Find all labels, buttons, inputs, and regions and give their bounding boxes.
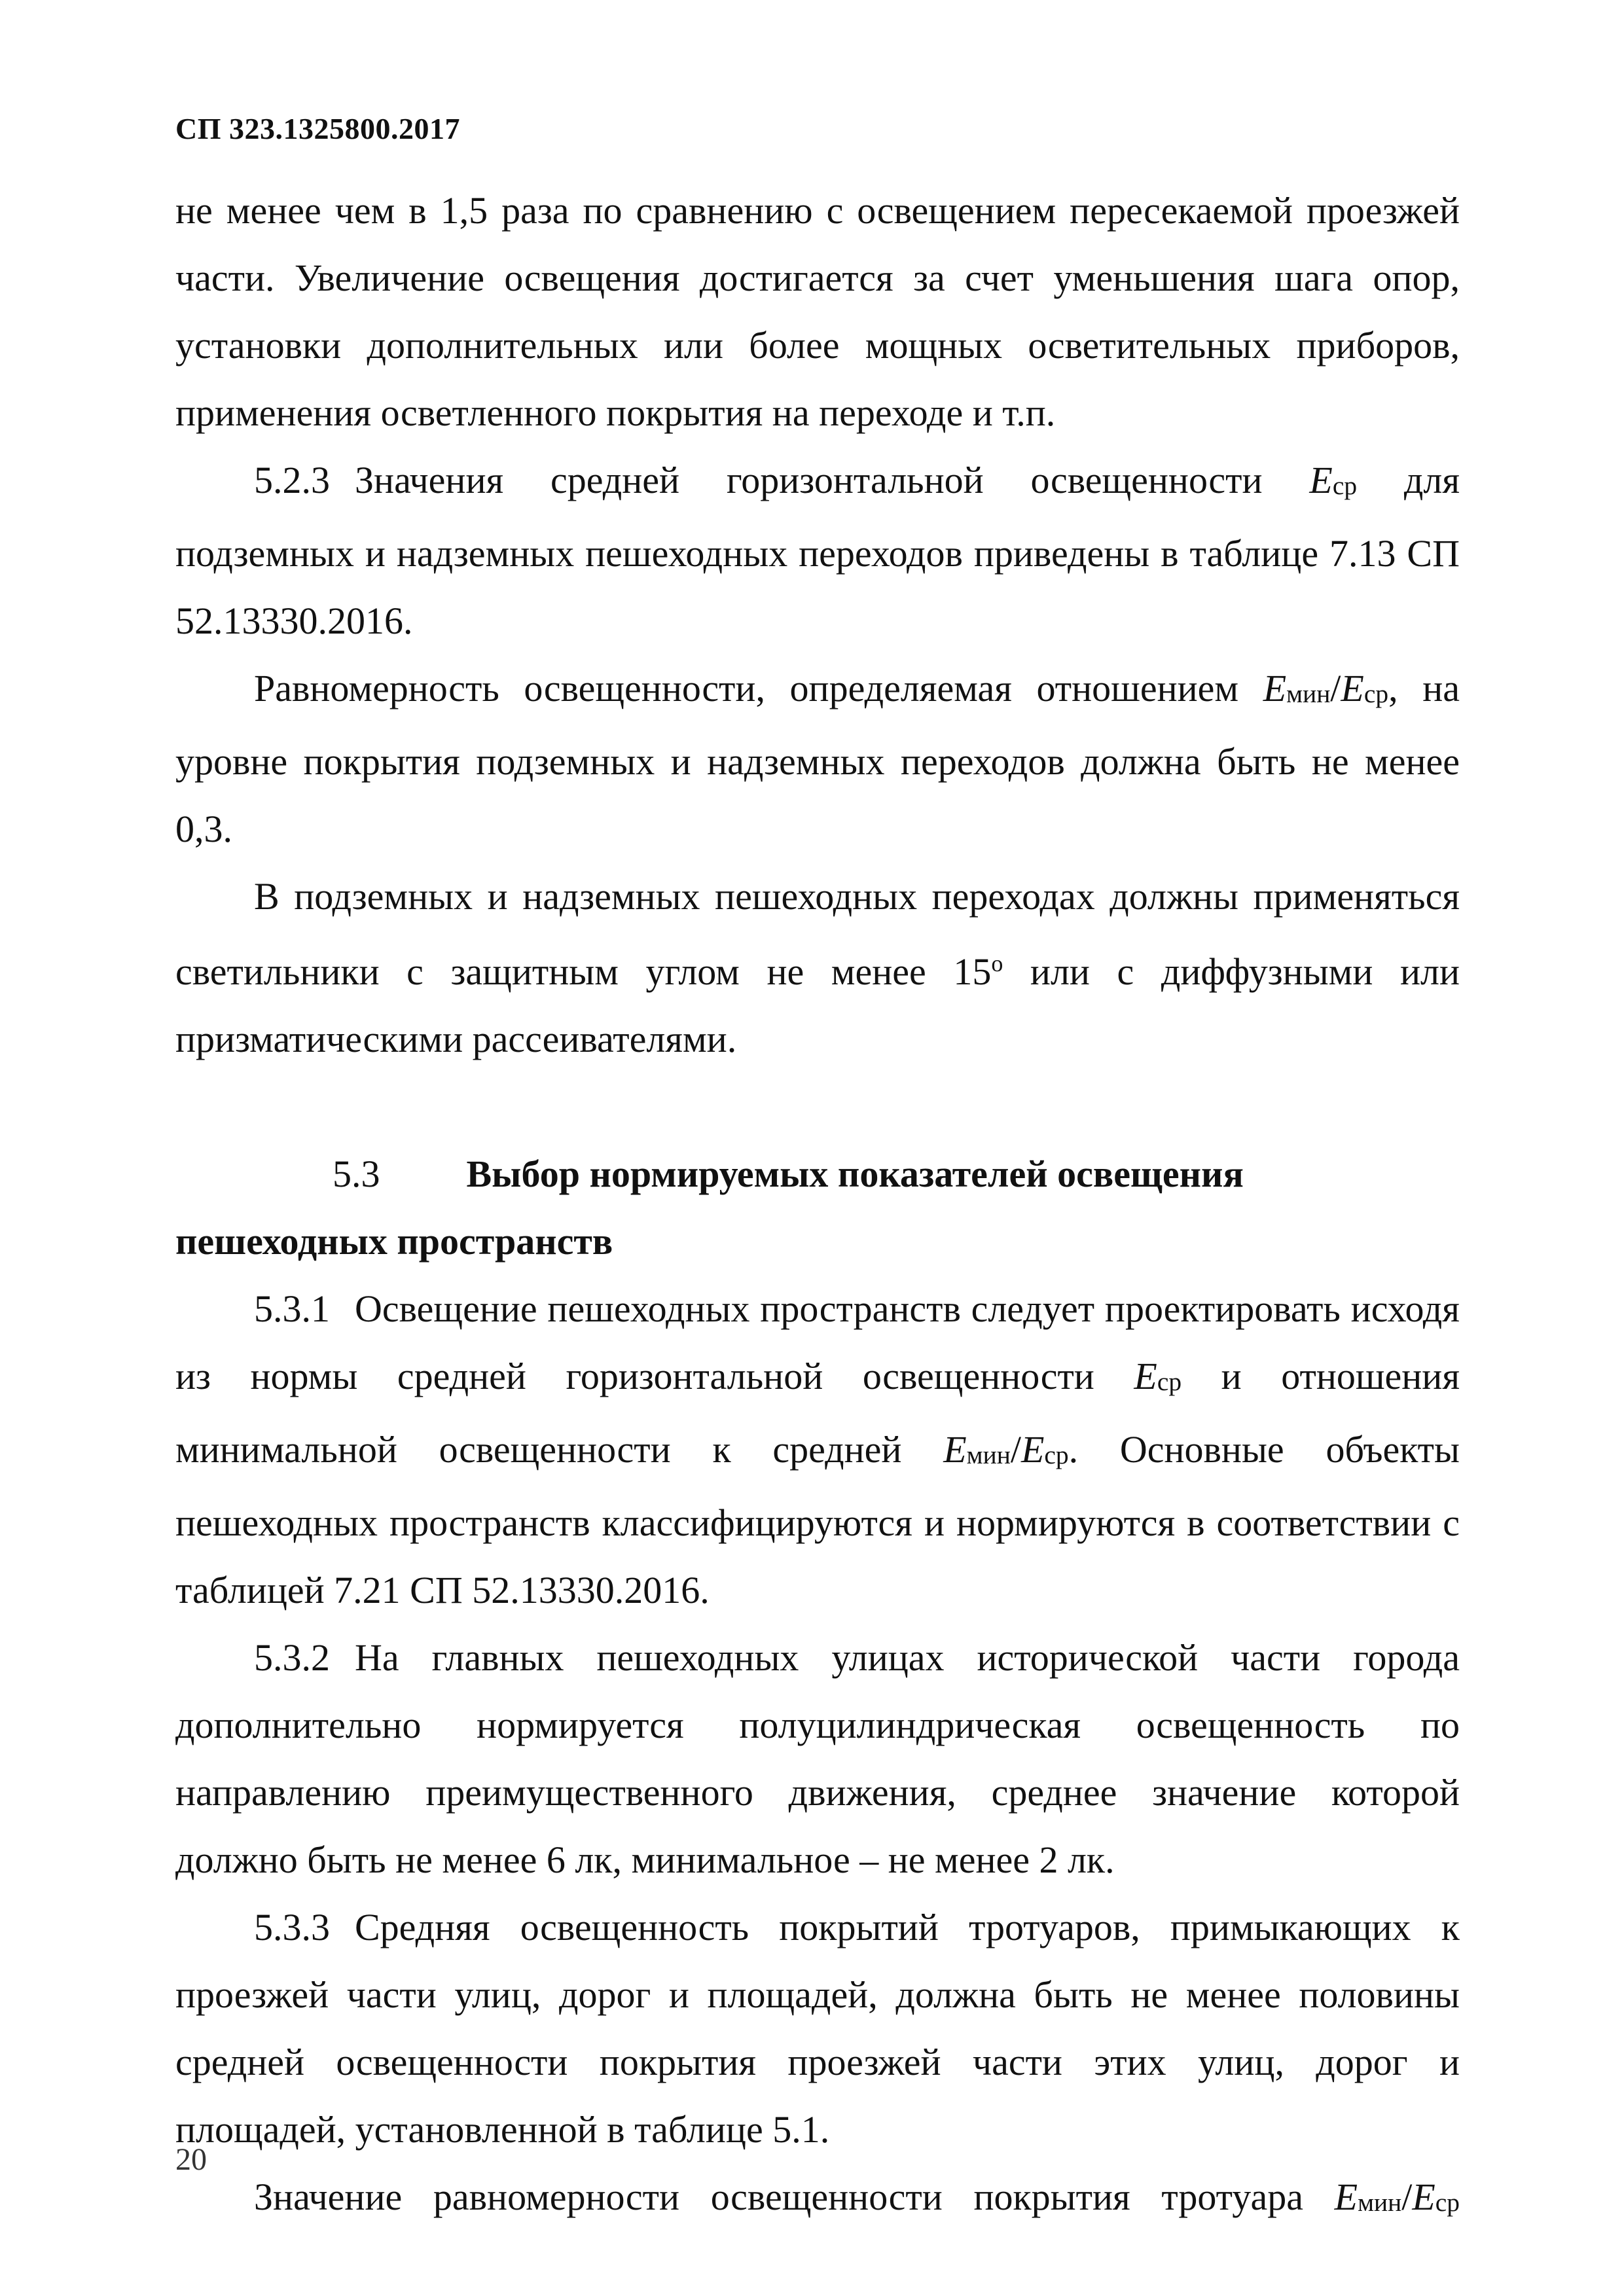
section-title: Выбор нормируемых показателей освещения пешеходных пространств — [175, 1152, 1244, 1263]
paragraph-luminaires: В подземных и надземных пешеходных переходах должны применяться светильники с защитным углом не менее $15^о$ или с диффузными или призматическими рассеивателями. — [175, 874, 1460, 1060]
clause-number: 5.2.3 — [254, 459, 330, 501]
clause-number: 5.3.2 — [254, 1636, 330, 1679]
paragraph-5-2-3: 5.2.3 Значения средней горизонтальной освещенности Eср для подземных и надземных пешеходных переходов приведены в таблице 7.13 СП 52.13330.2016. — [175, 459, 1460, 642]
spacer — [175, 1073, 1460, 1140]
paragraph-5-3-2: 5.3.2 На главных пешеходных улицах исторической части города дополнительно нормируется полуцилиндрическая освещенность по направлению преимущественного движения, среднее значение которой должно быть не менее 6 лк, минимальное – не менее 2 лк. — [175, 1636, 1460, 1881]
variable-e: E — [1309, 459, 1333, 501]
degree-sign: о — [991, 950, 1003, 977]
paragraph-sidewalk-uniformity: Значение равномерности освещенности покрытия тротуара Eмин/Eср — [254, 2175, 1460, 2218]
document-code-header: СП 323.1325800.2017 — [175, 112, 460, 145]
section-number: 5.3 — [333, 1152, 380, 1195]
paragraph-uniformity: Равномерность освещенности, определяемая отношением Eмин/Eср, на уровне покрытия подземных и надземных переходов должна быть не менее 0,3. — [175, 666, 1460, 850]
clause-number: 5.3.1 — [254, 1287, 330, 1330]
paragraph-continuation: не менее чем в 1,5 раза по сравнению с освещением пересекаемой проезжей части. Увеличение освещения достигается за счет уменьшения шага опор, установки дополнительных или более мощных осветительных приборов, применения осветленного покрытия на переходе и т.п. — [175, 189, 1460, 434]
clause-number: 5.3.3 — [254, 1905, 330, 1948]
document-body — [175, 177, 1460, 2236]
page-number: 20 — [175, 2142, 207, 2177]
paragraph-5-3-3: 5.3.3 Средняя освещенность покрытий тротуаров, примыкающих к проезжей части улиц, дорог и площадей, должна быть не менее половины средней освещенности покрытия проезжей части этих улиц, дорог и площадей, установленной в таблице 5.1. — [175, 1905, 1460, 2151]
paragraph-5-3-1: 5.3.1 Освещение пешеходных пространств следует проектировать исходя из нормы средней горизонтальной освещенности Eср и отношения минимальной освещенности к средней Eмин/Eср. Основные объекты пешеходных пространств классифицируются и нормируются в соответствии с таблицей 7.21 СП 52.13330.2016. — [175, 1287, 1460, 1611]
section-heading-5-3 — [175, 1140, 1460, 1275]
